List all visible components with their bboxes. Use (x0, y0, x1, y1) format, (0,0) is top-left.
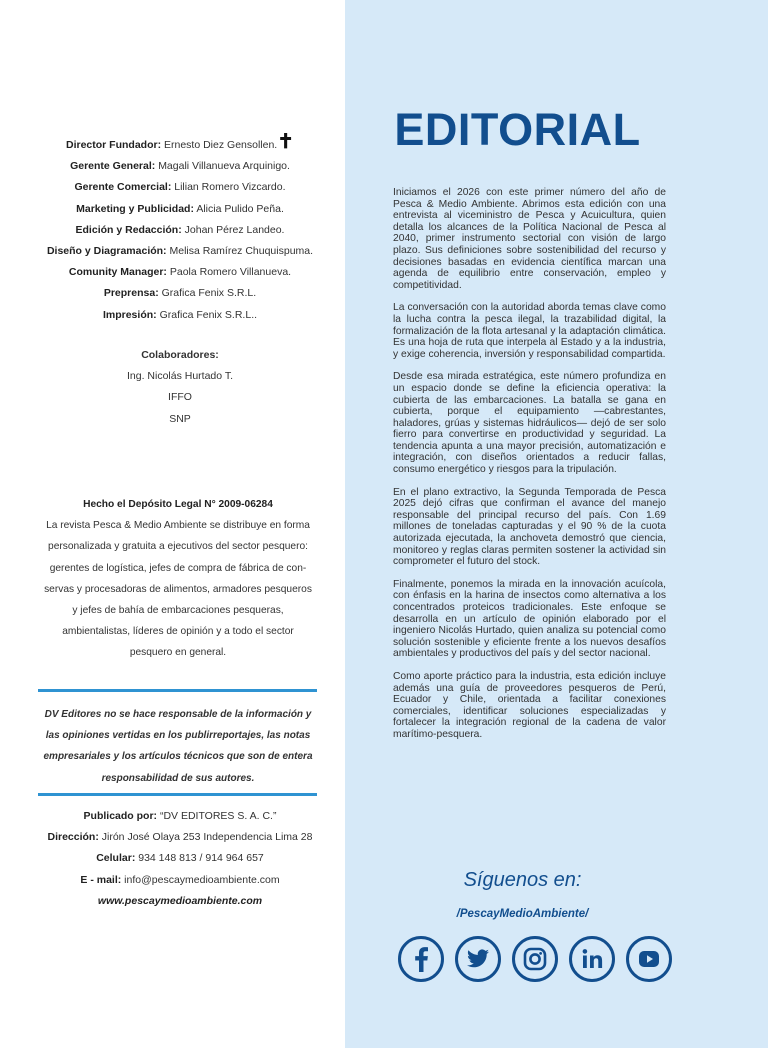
disclaimer (36, 704, 320, 789)
distribution-line: servas y procesadoras de alimentos, armadores pesqueros (44, 583, 312, 595)
legal-deposit-heading: Hecho el Depósito Legal N° 2009-06284 (83, 499, 273, 510)
instagram-icon[interactable] (512, 936, 558, 982)
editorial-title: EDITORIAL (394, 104, 641, 155)
distribution-line: y jefes de bahía de embarcaciones pesqueras, (72, 605, 284, 617)
editorial-paragraph: Como aporte práctico para la industria, esta edición incluye además una guía de proveedores pesqueros de Perú, Ecuador y Chile, orientada a facilitar conexiones comerciales, identificar soluciones especializadas y fortalecer la integración regional de la cadena de valor marítimo-pesquera. (393, 670, 666, 740)
staff-credits (30, 131, 330, 326)
credit-general-manager: Gerente General: Magali Villanueva Arquinigo. (70, 160, 290, 173)
credit-marketing: Marketing y Publicidad: Alicia Pulido Peña. (76, 202, 284, 215)
collaborator-item: Ing. Nicolás Hurtado T. (126, 370, 234, 383)
disclaimer-line: las opiniones vertidas en los publirreportajes, las notas (45, 730, 311, 742)
website-link[interactable]: www.pescaymedioambiente.com (97, 894, 263, 907)
collaborator-item: IFFO (168, 391, 192, 404)
collaborators (30, 345, 330, 430)
address-row: Dirección: Jirón José Olaya 253 Independencia Lima 28 (47, 831, 313, 844)
publisher-info (30, 806, 330, 912)
editorial-body (393, 187, 666, 752)
social-handle[interactable]: /PescayMedioAmbiente/ (456, 908, 589, 920)
editorial-paragraph: Iniciamos el 2026 con este primer número del año de Pesca & Medio Ambiente. Abrimos esta edición con una entrevista al viceministro de Pesca y Acuicultura, quien detalla los alcances de la Política Nacional de Pesca al 2040, primer instrumento sectorial con visión de largo plazo. Sus definiciones sobre sostenibilidad del recurso y decisiones basadas en evidencia científica marcan una agenda de equilibrio entre conservación, empleo y competitividad. (393, 187, 666, 291)
credit-community-manager: Comunity Manager: Paola Romero Villanueva. (68, 266, 292, 279)
publisher-row: Publicado por: “DV EDITORES S. A. C.” (83, 810, 277, 822)
credit-printing: Impresión: Grafica Fenix S.R.L.. (102, 308, 258, 321)
email-row: E - mail: info@pescaymedioambiente.com (80, 873, 280, 886)
collaborators-heading: Colaboradores: (141, 349, 219, 361)
disclaimer-line: responsabilidad de sus autores. (101, 772, 255, 784)
credit-commercial-manager: Gerente Comercial: Lilian Romero Vizcardo. (74, 181, 286, 194)
credit-prepress: Preprensa: Grafica Fenix S.R.L. (103, 287, 257, 300)
collaborator-item: SNP (169, 412, 191, 425)
follow-heading: Síguenos en: (463, 869, 582, 891)
distribution-line: pesquero en general. (129, 647, 227, 659)
social-icons (398, 936, 672, 982)
editorial-paragraph: La conversación con la autoridad aborda temas clave como la lucha contra la pesca ilegal, la trazabilidad digital, la formalización de la flota artesanal y la adaptación climática. Es una hoja de ruta que interpela al Estado y a la industria, y exige coherencia, inversión y responsabilidad compartida. (393, 302, 666, 360)
distribution-line: La revista Pesca & Medio Ambiente se distribuye en forma (46, 520, 310, 532)
editorial-paragraph: En el plano extractivo, la Segunda Temporada de Pesca 2025 dejó cifras que confirman el avance del manejo responsable del principal recurso del país. Con 1.69 millones de toneladas capturadas y el 90 % de la cuota autorizada ejecutada, la anchoveta demostró que ciencia, monitoreo y reglas claras permiten sostener la actividad sin comprometer el futuro del stock. (393, 486, 666, 568)
cross-icon: ✝ (277, 131, 294, 153)
legal-deposit (36, 494, 320, 664)
editorial-paragraph: Desde esa mirada estratégica, este número profundiza en un espacio donde se define la eficiencia operativa: la cubierta de las embarcaciones. La batalla se gana en cubierta, porque el equipamiento —cabrestantes, haladores, grúas y sistemas hidráulicos— dejó de ser solo fierro para convertirse en productividad y seguridad. La tendencia apunta a una mayor precisión, automatización e integración, con diseños orientados a reducir fallas, consumo energético y riesgos para la tripulación. (393, 371, 666, 476)
twitter-icon[interactable] (455, 936, 501, 982)
editorial-paragraph: Finalmente, ponemos la mirada en la innovación acuícola, con énfasis en la harina de insectos como alternativa a los concentrados proteicos tradicionales. Este enfoque se desarrolla en un artículo de opinión elaborado por el ingeniero Nicolás Hurtado, quien analiza su potencial como solución sostenible y eficiente frente a los nuevos desafíos ambientales y productivos del país y del sector nacional. (393, 578, 666, 660)
credit-editing: Edición y Redacción: Johan Pérez Landeo. (75, 223, 285, 236)
facebook-icon[interactable] (398, 936, 444, 982)
phone-row: Celular: 934 148 813 / 914 964 657 (96, 852, 264, 865)
distribution-line: ambientalistas, líderes de opinión y a todo el sector (62, 626, 294, 638)
divider-top (38, 689, 317, 692)
distribution-line: gerentes de logística, jefes de compra de fábrica de con- (49, 562, 307, 574)
youtube-icon[interactable] (626, 936, 672, 982)
credit-director: Director Fundador: Ernesto Diez Gensollen.✝ (65, 131, 294, 153)
disclaimer-line: empresariales y los artículos técnicos que son de entera (43, 751, 313, 763)
distribution-line: personalizada y gratuita a ejecutivos del sector pesquero: (48, 541, 308, 553)
credit-design: Diseño y Diagramación: Melisa Ramírez Chuquispuma. (46, 245, 314, 258)
divider-bottom (38, 793, 317, 796)
disclaimer-line: DV Editores no se hace responsable de la información y (44, 709, 312, 720)
linkedin-icon[interactable] (569, 936, 615, 982)
